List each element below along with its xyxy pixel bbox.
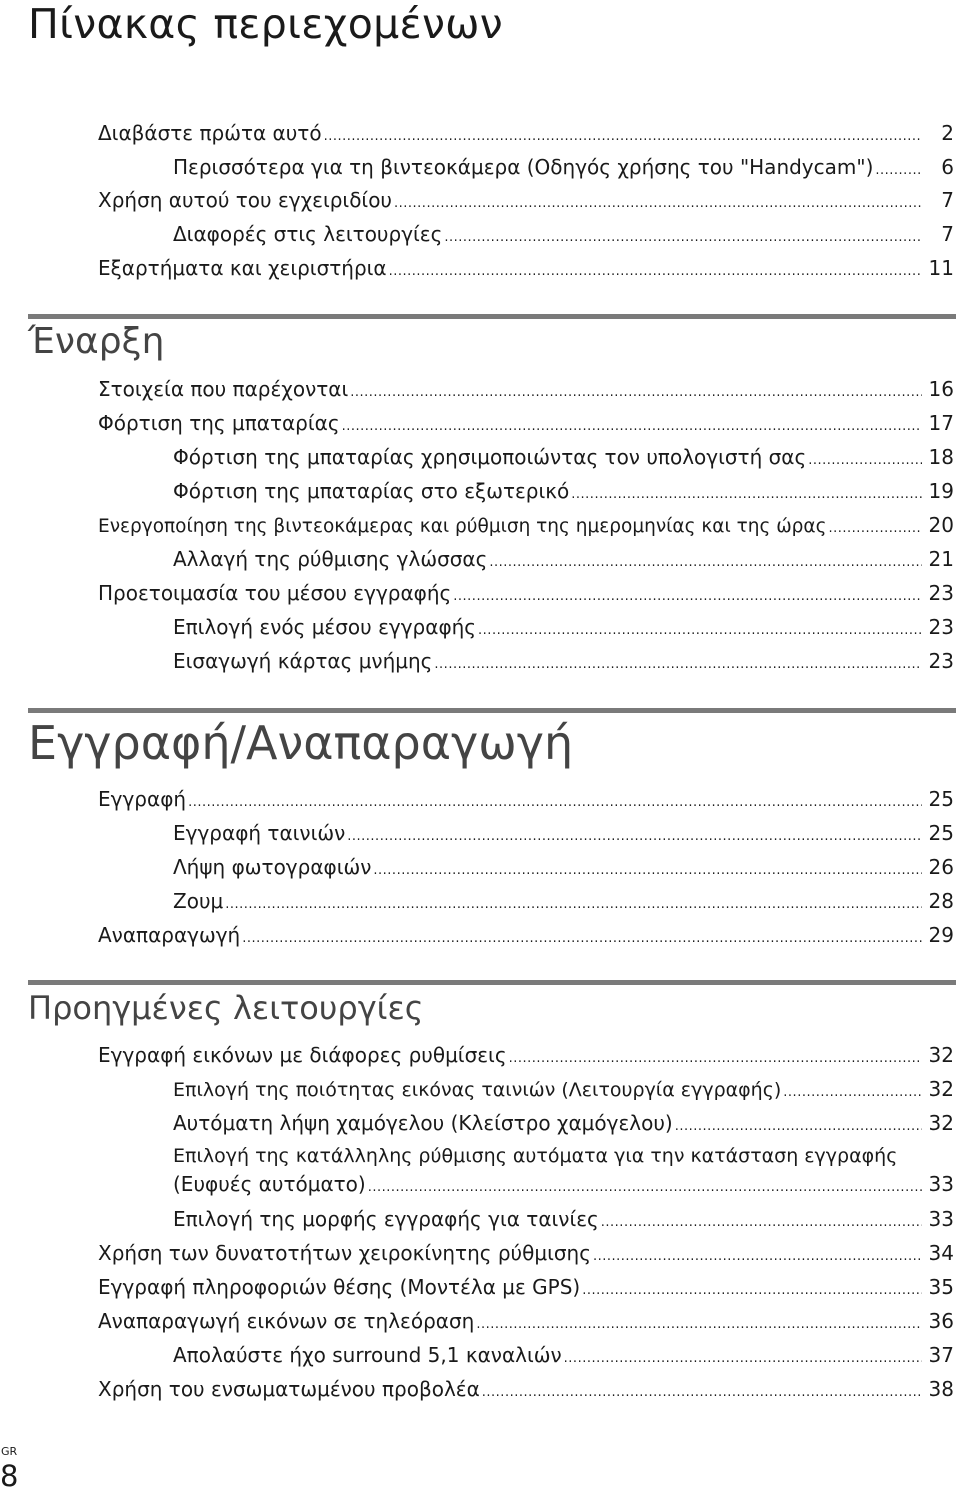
toc-entry[interactable] [98, 1374, 954, 1404]
dot-leader [564, 1340, 922, 1374]
toc-entry-page: 29 [928, 923, 954, 947]
dot-leader [478, 612, 922, 646]
toc-entry[interactable] [98, 374, 954, 404]
toc-entry-page: 6 [941, 155, 954, 179]
toc-entry[interactable] [173, 1204, 954, 1234]
toc-entry-title: Προετοιμασία του μέσου εγγραφής [98, 581, 452, 605]
dot-leader [675, 1108, 922, 1142]
toc-entry-page: 25 [928, 787, 954, 811]
toc-entry[interactable] [98, 1306, 954, 1336]
toc-entry[interactable] [98, 1238, 954, 1268]
toc-entry-title: Διαφορές στις λειτουργίες [173, 222, 443, 246]
toc-entry[interactable] [173, 1340, 954, 1370]
dot-leader [571, 476, 922, 510]
toc-entry[interactable] [173, 612, 954, 642]
toc-entry[interactable] [173, 1108, 954, 1138]
dot-leader [342, 408, 922, 442]
toc-entry[interactable] [98, 510, 954, 540]
dot-leader [476, 1306, 922, 1340]
toc-entry-page: 16 [928, 377, 954, 401]
toc-entry-page: 19 [928, 479, 954, 503]
page-number: 8 [0, 1459, 19, 1493]
toc-entry-page: 7 [941, 222, 954, 246]
toc-entry[interactable] [173, 886, 954, 916]
toc-entry-page: 33 [928, 1207, 954, 1231]
section-divider [28, 708, 956, 713]
toc-entry-title: Χρήση των δυνατοτήτων χειροκίνητης ρύθμισης [98, 1241, 591, 1265]
dot-leader [324, 118, 922, 152]
toc-entry-page: 23 [928, 615, 954, 639]
toc-entry-title: Εισαγωγή κάρτας μνήμης [173, 649, 433, 673]
dot-leader [394, 185, 922, 219]
toc-entry-page: 18 [928, 445, 954, 469]
toc-entry-page: 37 [928, 1343, 954, 1367]
dot-leader [434, 646, 922, 680]
toc-entry-page: 23 [928, 649, 954, 673]
page-title: Πίνακας περιεχομένων [28, 0, 503, 48]
toc-entry-page: 35 [928, 1275, 954, 1299]
toc-entry[interactable] [173, 219, 954, 249]
toc-entry-title: Εγγραφή [98, 787, 187, 811]
language-code: GR [1, 1445, 18, 1458]
dot-leader [489, 544, 922, 578]
toc-entry-title: Στοιχεία που παρέχονται [98, 377, 349, 401]
dot-leader [808, 442, 922, 476]
toc-entry-title: Φόρτιση της μπαταρίας στο εξωτερικό [173, 479, 570, 503]
toc-entry-title: Εγγραφή πληροφοριών θέσης (Μοντέλα με GPS) [98, 1275, 581, 1299]
toc-entry[interactable] [173, 544, 954, 574]
toc-entry-title: Χρήση του ενσωματωμένου προβολέα [98, 1377, 480, 1401]
toc-entry-page: 17 [928, 411, 954, 435]
toc-entry-title: Αναπαραγωγή [98, 923, 241, 947]
toc-entry-title: Επιλογή της μορφής εγγραφής για ταινίες [173, 1207, 599, 1231]
toc-entry-title: Αλλαγή της ρύθμισης γλώσσας [173, 547, 488, 571]
toc-entry-title: Χρήση αυτού του εγχειριδίου [98, 188, 393, 212]
dot-leader [875, 152, 922, 186]
toc-entry[interactable] [98, 578, 954, 608]
toc-entry-title: Εξαρτήματα και χειριστήρια [98, 256, 387, 280]
toc-entry-title: Ζουμ [173, 889, 224, 913]
toc-entry-page: 26 [928, 855, 954, 879]
toc-entry-page: 36 [928, 1309, 954, 1333]
toc-entry[interactable] [98, 1272, 954, 1302]
toc-entry[interactable] [173, 442, 954, 472]
dot-leader [444, 219, 922, 253]
dot-leader [368, 1170, 922, 1202]
toc-entry[interactable] [98, 185, 954, 215]
toc-entry-title: Ενεργοποίηση της βιντεοκάμερας και ρύθμιση της ημερομηνίας και της ώρας [98, 516, 827, 537]
toc-entry[interactable] [173, 852, 954, 882]
toc-entry-title: Επιλογή της ποιότητας εικόνας ταινιών (Λειτουργία εγγραφής) [173, 1079, 782, 1101]
toc-entry-title: Επιλογή ενός μέσου εγγραφής [173, 615, 477, 639]
toc-entry-page: 32 [928, 1043, 954, 1067]
dot-leader [601, 1204, 922, 1238]
dot-leader [482, 1374, 922, 1408]
toc-entry-page: 34 [928, 1241, 954, 1265]
toc-entry-title: Φόρτιση της μπαταρίας χρησιμοποιώντας τον υπολογιστή σας [173, 445, 807, 469]
section-heading: Έναρξη [28, 321, 165, 362]
dot-leader [582, 1272, 922, 1306]
dot-leader [509, 1040, 922, 1074]
dot-leader [188, 784, 922, 818]
toc-entry-page: 28 [928, 889, 954, 913]
toc-entry-page: 33 [928, 1172, 954, 1196]
toc-entry-page: 32 [928, 1111, 954, 1135]
toc-entry-title: Φόρτιση της μπαταρίας [98, 411, 340, 435]
toc-entry-title: Λήψη φωτογραφιών [173, 855, 372, 879]
toc-entry[interactable] [98, 784, 954, 814]
toc-entry[interactable] [98, 920, 954, 950]
dot-leader [242, 920, 922, 954]
toc-entry-page: 2 [941, 121, 954, 145]
toc-entry-title: Επιλογή της κατάλληλης ρύθμισης αυτόματα για την κατάσταση εγγραφής [173, 1145, 898, 1167]
toc-entry[interactable] [98, 408, 954, 438]
section-heading: Εγγραφή/Αναπαραγωγή [28, 716, 574, 770]
toc-entry-title-continued: (Ευφυές αυτόματο) [173, 1172, 366, 1196]
toc-entry-page: 20 [928, 513, 954, 537]
dot-leader [828, 510, 922, 544]
section-divider [28, 980, 956, 985]
toc-entry-page: 32 [928, 1077, 954, 1101]
toc-entry[interactable] [98, 1040, 954, 1070]
dot-leader [783, 1074, 922, 1108]
dot-leader [453, 578, 922, 612]
toc-entry-page: 11 [928, 256, 954, 280]
dot-leader [225, 886, 922, 920]
toc-entry[interactable] [98, 253, 954, 283]
toc-entry-page: 21 [928, 547, 954, 571]
toc-entry-title: Εγγραφή ταινιών [173, 821, 346, 845]
toc-entry-page: 7 [941, 188, 954, 212]
dot-leader [593, 1238, 922, 1272]
dot-leader [350, 374, 922, 408]
dot-leader [373, 852, 922, 886]
toc-entry-title: Διαβάστε πρώτα αυτό [98, 121, 322, 145]
toc-entry[interactable] [173, 1074, 954, 1104]
dot-leader [347, 818, 922, 852]
toc-entry-title: Αναπαραγωγή εικόνων σε τηλεόραση [98, 1309, 475, 1333]
toc-entry[interactable] [173, 646, 954, 676]
toc-entry-title: Περισσότερα για τη βιντεοκάμερα (Οδηγός χρήσης του "Handycam") [173, 155, 874, 179]
toc-entry-title: Αυτόματη λήψη χαμόγελου (Κλείστρο χαμόγελου) [173, 1111, 673, 1135]
toc-entry[interactable] [98, 118, 954, 148]
toc-entry-title: Εγγραφή εικόνων με διάφορες ρυθμίσεις [98, 1043, 507, 1067]
section-heading: Προηγμένες λειτουργίες [28, 989, 424, 1027]
section-divider [28, 314, 956, 319]
toc-entry-title: Απολαύστε ήχο surround 5,1 καναλιών [173, 1343, 562, 1367]
toc-entry-page: 25 [928, 821, 954, 845]
toc-entry[interactable] [173, 818, 954, 848]
dot-leader [389, 253, 922, 287]
toc-entry[interactable] [173, 1142, 954, 1202]
toc-entry-page: 38 [928, 1377, 954, 1401]
toc-entry[interactable] [173, 476, 954, 506]
toc-entry-page: 23 [928, 581, 954, 605]
toc-entry[interactable] [173, 152, 954, 182]
